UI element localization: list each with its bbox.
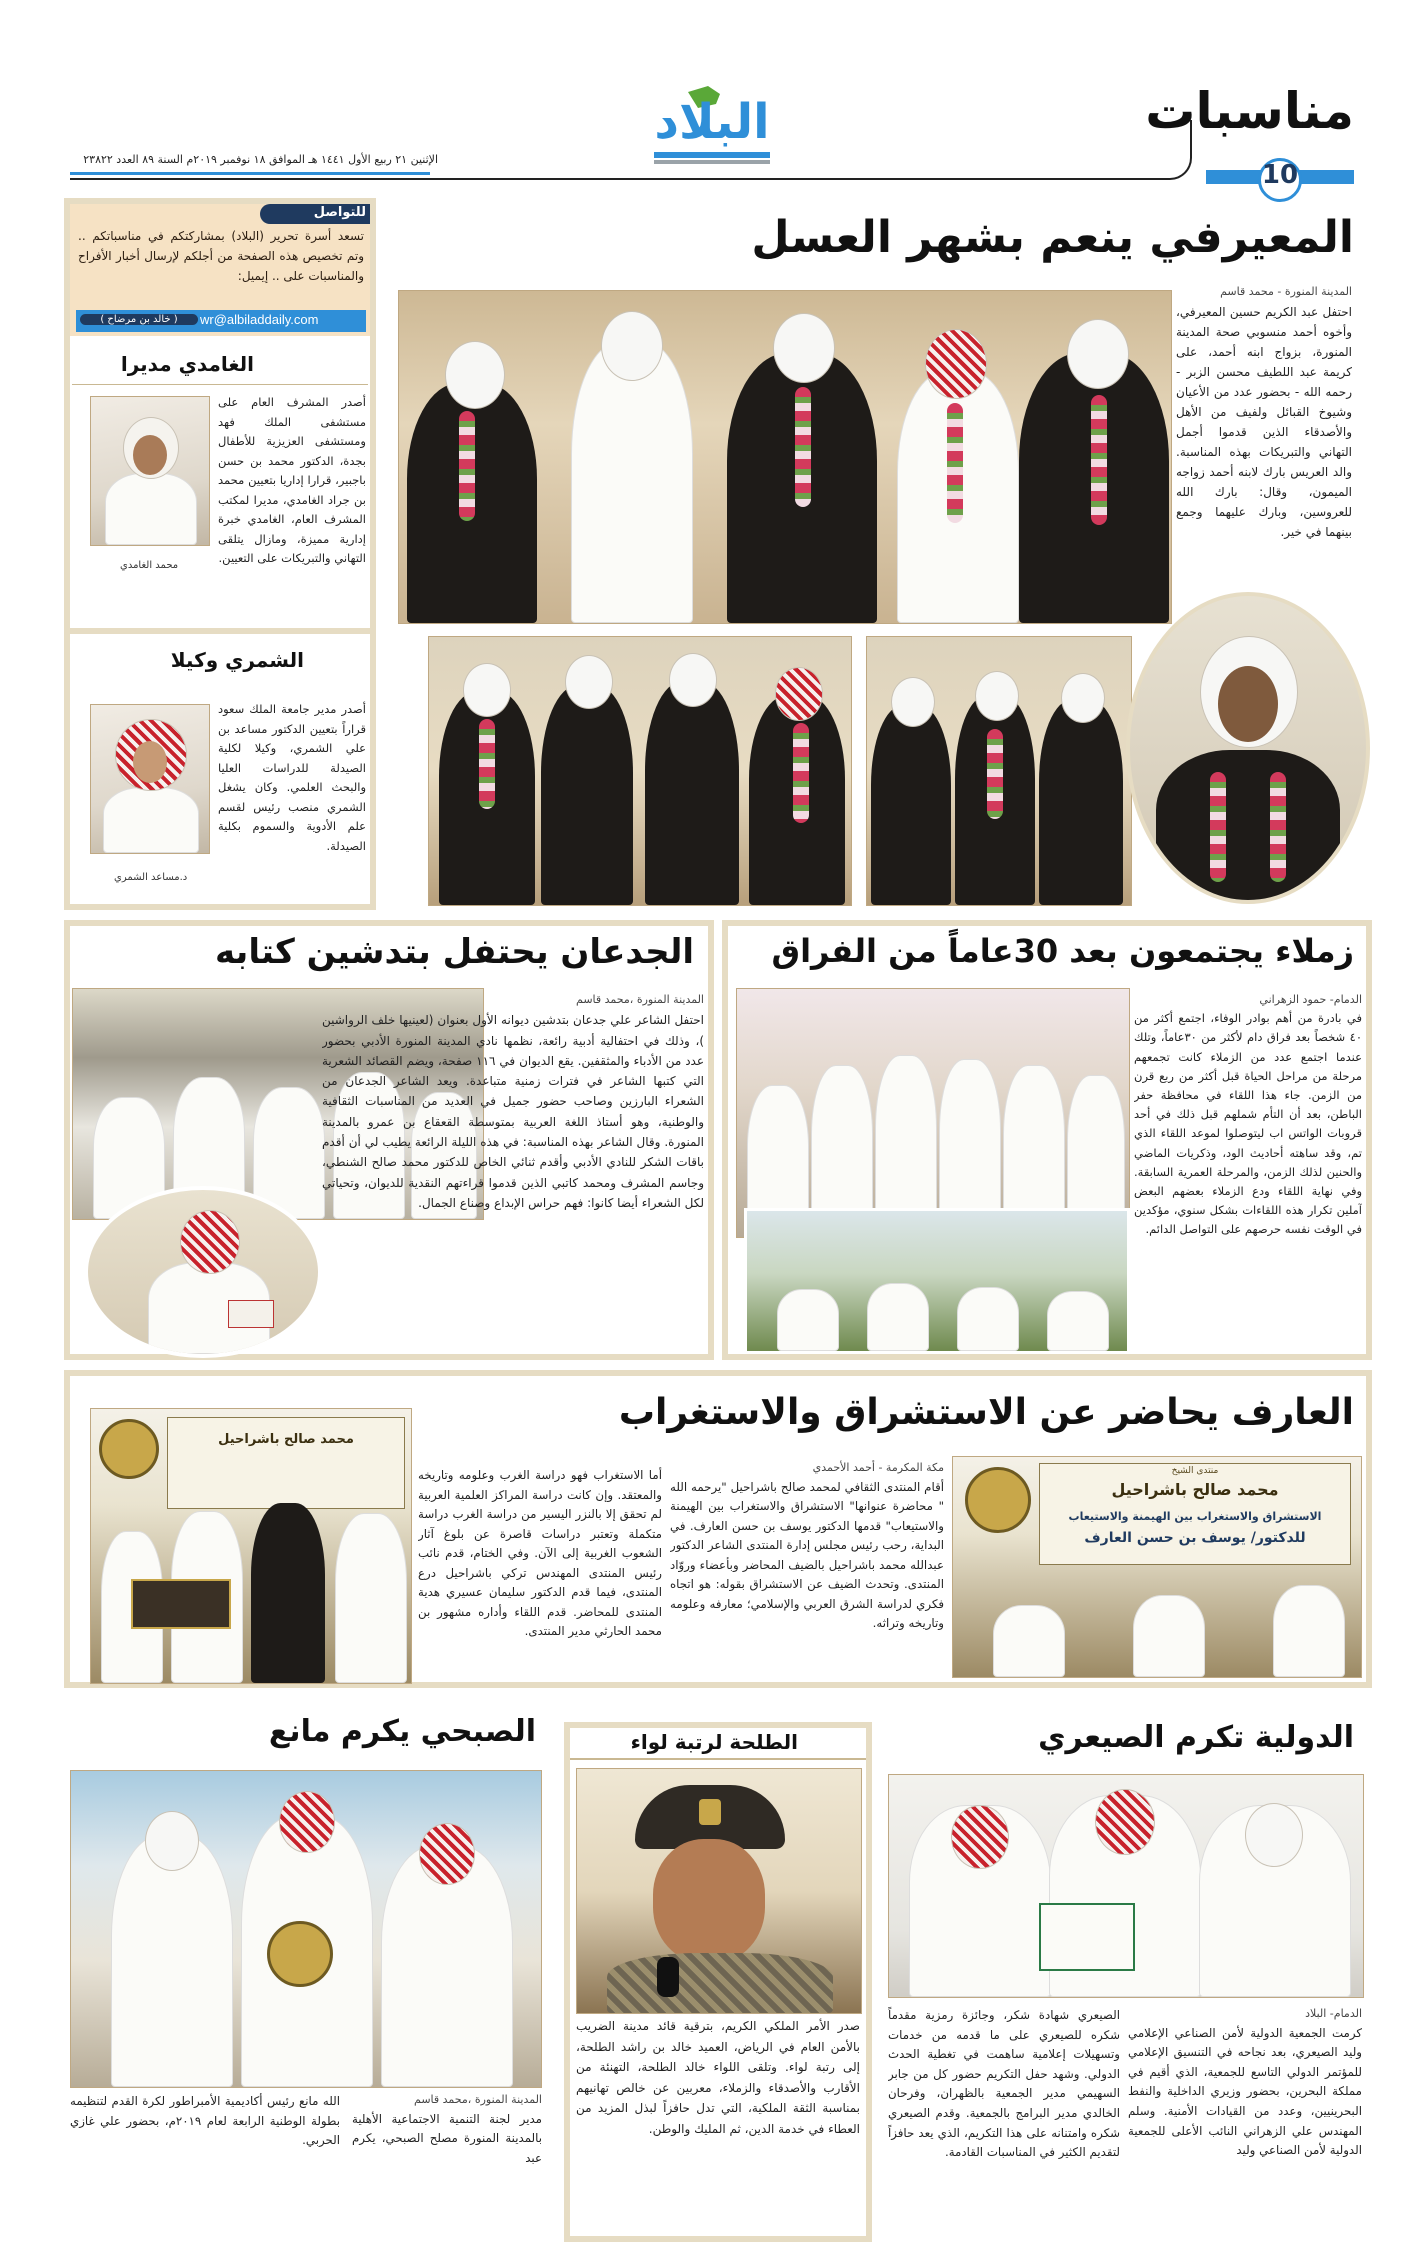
talha-headline-rule xyxy=(570,1758,866,1760)
zumala-photo-group xyxy=(736,988,1130,1238)
judaan-byline: المدينة المنورة ،محمد قاسم xyxy=(576,993,704,1006)
officer-uniform xyxy=(607,1953,833,2013)
honor-head xyxy=(1095,1789,1155,1855)
date-line-underline xyxy=(70,172,430,175)
honor-head xyxy=(1245,1803,1303,1867)
aref-photo-award xyxy=(90,1408,412,1684)
award-banner xyxy=(167,1417,405,1509)
flower-garland xyxy=(793,723,809,823)
aref-body-right: أقام المنتدى الثقافي لمحمد صالح باشراحيل "يرحمه الله " محاضرة عنوانها" الاستشراق والاستغراب بين الهيمنة والاستيعاب" قدمها الدكتور يوسف بن حسن العارف. في البداية، رحب رئيس مجلس إدارة المنتدى الشاعر الدكتور عبدالله محمد باشراحيل بالضيف المحاضر وبأعضاء وروّاد المنتدى. وتحدث الضيف عن الاستشراق بقوله: هو اتجاه فكري لدراسة الشرق العربي والإسلامي؛ معارفه وعلومه وتاريخه وتراثه. xyxy=(670,1479,944,1630)
main-story-text xyxy=(1176,282,1352,584)
flower-garland xyxy=(1091,395,1107,525)
dawliya-text-right xyxy=(1128,2004,1362,2242)
honor-head xyxy=(145,1811,199,1871)
masthead-rule xyxy=(70,120,1192,180)
sidebar-divider xyxy=(70,628,370,634)
guest-figure xyxy=(541,685,633,905)
microphone-icon xyxy=(657,1957,679,1997)
honor-head xyxy=(419,1823,475,1885)
sidebar-item1-caption: محمد الغامدي xyxy=(120,560,179,571)
guest-head xyxy=(601,311,663,381)
judaan-story-text xyxy=(322,990,704,1350)
wedding-photo-2 xyxy=(428,636,852,906)
zumala-body: في بادرة من أهم بوادر الوفاء، اجتمع أكثر من ٤٠ شخصاً بعد فراق دام لأكثر من ٣٠عاماً، وتلك عندما اجتمع عدد من الزملاء كانت تجمعهم مرحلة من مراحل الحياة قبل أكثر من ربع قرن من الزمن. جاء هذا اللقاء في محافظة حفر الباطن، بعد أن التأم شملهم قبل ذلك في أحد قروبات الواتس اب ليتوصلوا لموعد اللقاء الذي تم، وقد ساهته أحاديث الود، وذكريات الماضي والحنين لذلك الزمن، والمرحلة العمرية السابقة. وفي نهاية اللقاء ودع الزملاء بعضهم البعض آملين تكرار هذه اللقاءات بشكل سنوي، مؤكدين في الوقت نفسه حرصهم على التواصل الدائم. xyxy=(1134,1011,1362,1237)
wedding-photo-main xyxy=(398,290,1172,624)
contact-editor: ( خالد بن مرضاح ) xyxy=(80,314,198,325)
main-body: احتفل عبد الكريم حسين المعيرفي، وأخوه أحمد منسوبي صحة المدينة المنورة، بزواج ابنه أحمد، على كريمة عبد اللطيف محسن الزبر - رحمه الله - بحضور عدد من الأعيان وشيوخ القبائل ولفيف من الأهل والأصدقاء الذين قدموا أجمل التهاني والتبريكات بهذه المناسبة. والد العريس بارك لابنه أحمد زواجه الميمون، وقال: بارك الله للعروسين، وبارك عليهما وجمع بينهما في خير. xyxy=(1176,305,1352,539)
forum-logo-icon xyxy=(99,1419,159,1479)
guest-head xyxy=(975,671,1019,721)
page-number: 10 xyxy=(1261,160,1299,190)
flower-garland xyxy=(987,729,1003,819)
award-shield xyxy=(131,1579,231,1629)
banner-line4: للدكتور/ يوسف بن حسن العارف xyxy=(1084,1530,1306,1546)
logo-text: البلاد xyxy=(654,94,770,150)
banner-line2: محمد صالح باشراحيل xyxy=(1111,1480,1279,1499)
poet-head xyxy=(180,1210,240,1274)
dawliya-text-left: الصيعري شهادة شكر، وجائزة رمزية مقدماً شكره للصيعري على ما قدمه من خدمات وتسهيلات إعلامية ساهمت في تغطية الحدث الدولي. وشهد حفل التكريم حضور كل من جابر السهيمي مدير الجمعية بالظهران، وفرحان الخالدي مدير البرامج بالجمعية. وقدم الصيعري شكره وامتنانه على هذا التكريم، الذي يعد حافزاً لتقديم الكثير في المناسبات القادمة. xyxy=(888,2008,1120,2160)
seated-figure xyxy=(957,1287,1019,1351)
guest-head xyxy=(775,667,823,721)
talha-photo xyxy=(576,1768,862,2014)
guest-head xyxy=(669,653,717,707)
guest-head xyxy=(445,341,505,409)
aref-byline: مكة المكرمة - أحمد الأحمدي xyxy=(812,1461,944,1474)
masthead xyxy=(0,0,1420,190)
guest-head xyxy=(925,329,987,399)
contact-text: تسعد أسرة تحرير (البلاد) بمشاركتكم في مناسباتكم .. وتم تخصيص هذه الصفحة من أجلكم لإرسال أخبار الأفراح والمناسبات على .. إيميل: xyxy=(78,229,364,283)
subhi-text-left: الله مانع رئيس أكاديمية الأمبراطور لكرة القدم لتنظيمه بطولة الوطنية الرابعة لعام ٢٠١٩م، بحضور علي غازي الحربي. xyxy=(70,2094,340,2148)
portrait-body xyxy=(103,787,199,853)
zumala-photo-outdoor xyxy=(744,1208,1130,1354)
flower-garland xyxy=(1270,772,1286,882)
forum-logo-icon xyxy=(965,1467,1031,1533)
attendee-figure xyxy=(993,1605,1065,1677)
sidebar-item2-title: الشمري وكيلا xyxy=(170,648,304,672)
talha-headline: الطلحة لرتبة لواء xyxy=(630,1730,798,1754)
groom-face xyxy=(1218,666,1278,742)
contact-email[interactable]: wr@albiladdaily.com xyxy=(200,312,319,327)
flower-garland xyxy=(459,411,475,521)
subhi-headline: الصبحي يكرم مانع xyxy=(268,1714,536,1749)
aref-text-right xyxy=(670,1458,944,1682)
banner-line1: منتدى الشيخ xyxy=(1171,1466,1219,1476)
judaan-body: احتفل الشاعر علي جدعان بتدشين ديوانه الأول بعنوان (لعينيها خلف الرواشين )، وذلك في احتفالية أدبية رائعة، نظمها نادي المدينة المنورة الأدبي بحضور عدد من الأدباء والمثقفين. يقع الديوان في ١١٦ صفحة، ويضم القصائد الشعرية التي كتبها الشاعر في فترات زمنية متباعدة. ويعد الشاعر الجدعان من الشعراء البارزين وصاحب حضور جميل في العديد من المناسبات الثقافية والوطنية، وهو أستاذ اللغة العربية بمتوسطة القعقاع بن عمرو بالمدينة المنورة. وقال الشاعر بهذه المناسبة: في هذه الليلة الرائعة يطيب لي أن أقدم باقات الشكر للنادي الأدبي وأقدم ثنائي الخاص للدكتور محمد صالح الشنطي، وجاسم المشرف ومحمد كاتبي الذين قدموا قراءتهم النقدية للديوان، وتحياتي لكل الشعراء أيضا كانوا: فهم حراس الإبداع وصناع الجمال. xyxy=(322,1013,704,1210)
banner-line3: الاستشراق والاستغراب بين الهيمنة والاستيعاب xyxy=(1068,1510,1322,1523)
lecture-banner xyxy=(1039,1463,1351,1565)
award-figure xyxy=(335,1513,407,1683)
groom-round-portrait xyxy=(1126,592,1370,904)
dawliya-photo xyxy=(888,1774,1364,1998)
seated-figure xyxy=(867,1283,929,1351)
aref-photo-lecture xyxy=(952,1456,1362,1678)
zumala-byline: الدمام- حمود الزهراني xyxy=(1259,993,1362,1006)
subhi-photo xyxy=(70,1770,542,2088)
guest-figure xyxy=(571,341,693,623)
groom-head xyxy=(773,313,835,383)
portrait-face xyxy=(133,741,167,783)
sidebar-item2-photo xyxy=(90,704,210,854)
groom-figure xyxy=(1156,750,1340,900)
wedding-photo-3 xyxy=(866,636,1132,906)
sidebar-item2-caption: د.مساعد الشمري xyxy=(114,872,188,883)
portrait-body xyxy=(105,473,197,545)
seated-figure xyxy=(777,1289,839,1351)
newspaper-logo xyxy=(648,78,776,168)
guest-head xyxy=(565,655,613,709)
award-figure xyxy=(251,1503,325,1683)
aref-text-left: أما الاستغراب فهو دراسة الغرب وعلومه وتاريخه والمعتقد. وإن كانت دراسة المراكز العلمية العربية لم تحقق إلا بالنزر اليسير من دراسة الغرب دراسة متكملة وتعتبر دراسات قاصرة عن بلوغ آثار الشعوب الغربية إلى الآن. وفي الختام، قدم نائب رئيس المنتدى المهندس تركي باشراحيل درع المنتدى، فيما قدم الدكتور سليمان عسيري هدية المنتدى للمحاضر. قدم اللقاء وأداره مشهور بن محمد الحارثي مدير المنتدى. xyxy=(418,1468,662,1638)
sidebar-item1-photo xyxy=(90,396,210,546)
honor-head xyxy=(951,1805,1009,1869)
honor-figure xyxy=(111,1835,233,2087)
guest-figure xyxy=(1039,699,1123,905)
badge-icon xyxy=(699,1799,721,1825)
subhi-text-right xyxy=(352,2090,542,2230)
flower-garland xyxy=(1210,772,1226,882)
speaker-figure xyxy=(1133,1595,1205,1677)
dawliya-body-right: كرمت الجمعية الدولية لأمن الصناعي الإعلامي وليد الصيعري، بعد نجاحه في التنسيق الإعلامي للمؤتمر الدولي التاسع للجمعية، الذي أقيم في مملكة البحرين، بحضور وزيري الداخلية والنفط البحرينيين، وعدد من القيادات الأمنية. وسلم المهندس علي الزهراني النائب الأعلى للجمعية الدولية لأمن الصناعي وليد xyxy=(1128,2025,1362,2158)
aref-headline: العارف يحاضر عن الاستشراق والاستغراب xyxy=(618,1392,1354,1433)
book-stack xyxy=(228,1300,274,1328)
guest-figure xyxy=(645,681,739,905)
dawliya-byline: الدمام- البلاد xyxy=(1305,2007,1362,2020)
dawliya-headline: الدولية تكرم الصيعري xyxy=(1038,1720,1354,1755)
main-byline: المدينة المنورة - محمد قاسم xyxy=(1220,285,1352,298)
main-headline: المعيرفي ينعم بشهر العسل xyxy=(751,212,1354,263)
talha-story-text: صدر الأمر الملكي الكريم، بترقية قائد مدينة الضريب بالأمن العام في الرياض، العميد خالد بن راشد الطلحة، إلى رتبة لواء. وتلقى اللواء خالد الطلحة، التهنئة من الأقارب والأصدقاء والزملاء، معربين عن خالص تهانيهم بمناسبة الثقة الملكية، التي تدل حافزاً لبذل المزيد من العطاء في خدمة الدين، ثم المليك والوطن. xyxy=(576,2019,860,2136)
guest-head xyxy=(463,663,511,717)
subhi-body-right: مدير لجنة التنمية الاجتماعية الأهلية بالمدينة المنورة مصلح الصبحي، يكرم عبد xyxy=(352,2111,542,2165)
judaan-round-photo xyxy=(84,1186,322,1358)
zumala-story-text xyxy=(1134,990,1362,1350)
guest-figure xyxy=(871,705,951,905)
sidebar-item1-text: أصدر المشرف العام على مستشفى الملك فهد ومستشفى العزيزية للأطفال بجدة، الدكتور محمد بن حسن باجبير، قرارا إداريا بتعيين محمد بن جراد الغامدي، مديرا لمكتب المشرف العام، الغامدي خبرة إدارية مميزة، ومازال يتلقى التهاني والتبريكات على التعيين. xyxy=(218,395,366,565)
date-line: الإثنين ٢١ ربيع الأول ١٤٤١ هـ الموافق ١٨ نوفمبر ٢٠١٩م السنة ٨٩ العدد ٢٣٨٢٢ xyxy=(83,153,438,166)
officer-face xyxy=(653,1839,765,1963)
award-banner-line2: محمد صالح باشراحيل xyxy=(218,1432,354,1447)
section-title: مناسبات xyxy=(1145,82,1354,140)
contact-label-text: للتواصل xyxy=(313,205,366,220)
flower-garland xyxy=(479,719,495,809)
seated-figure xyxy=(1047,1291,1109,1351)
sidebar-item2-text: أصدر مدير جامعة الملك سعود قراراً بتعيين الدكتور مساعد بن علي الشمري، وكيلا لكلية الصيدلة للدراسات العليا والبحث العلمي. وكان يشغل الشمري منصب رئيس لقسم علم الأدوية والسموم بكلية الصيدلة. xyxy=(218,702,366,853)
sidebar-item1-rule xyxy=(72,384,368,385)
award-plaque xyxy=(267,1921,333,1987)
portrait-face xyxy=(133,435,167,475)
certificate xyxy=(1039,1903,1135,1971)
guest-head xyxy=(1061,673,1105,723)
zumala-headline: زملاء يجتمعون بعد 30عاماً من الفراق xyxy=(771,932,1354,970)
subhi-byline: المدينة المنورة ،محمد قاسم xyxy=(414,2093,542,2106)
flower-garland xyxy=(795,387,811,507)
attendee-figure xyxy=(1273,1585,1345,1677)
honor-head xyxy=(279,1791,335,1853)
sidebar-item1-title: الغامدي مديرا xyxy=(120,352,254,376)
guest-head xyxy=(1067,319,1129,389)
judaan-headline: الجدعان يحتفل بتدشين كتابه xyxy=(214,932,694,972)
flower-garland xyxy=(947,403,963,523)
guest-head xyxy=(891,677,935,727)
